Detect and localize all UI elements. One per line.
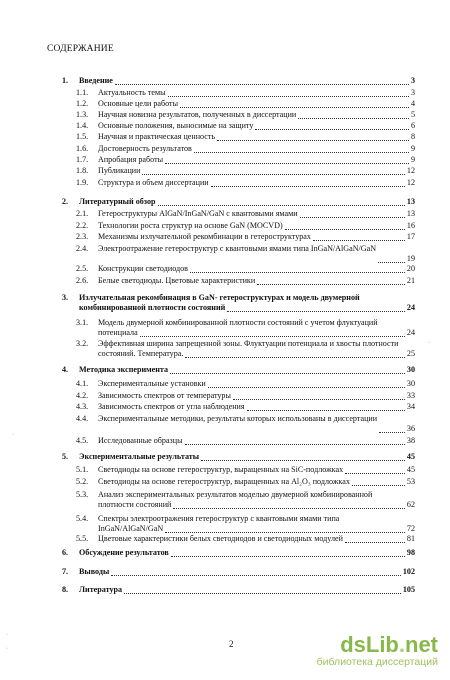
- toc-entry-page: 3: [410, 88, 415, 97]
- toc-entry-page: 19: [406, 254, 415, 264]
- toc-entry-page: 25: [406, 349, 415, 359]
- toc-entry-page: 3: [410, 76, 415, 85]
- toc-dot-leader: [233, 399, 405, 400]
- toc-entry-number: 1.3.: [76, 110, 89, 119]
- toc-entry-page: 21: [406, 276, 415, 285]
- toc-entry-page: 105: [402, 585, 415, 594]
- toc-entry-title: Модель двумерной комбинированной плотности состояний с учетом флуктуаций потенциала: [98, 318, 378, 338]
- toc-entry-title: Анализ экспериментальных результатов моделью двумерной комбинированной плотности состояний: [98, 490, 373, 510]
- toc-entry-page: 98: [406, 548, 415, 557]
- toc-entry-title: Структура и объем диссертации: [98, 178, 209, 187]
- watermark-brand: dsLib.net: [340, 632, 438, 657]
- scan-speck: ·: [12, 432, 14, 438]
- toc-entry-page: 30: [406, 379, 415, 388]
- toc-entry-title: Литература: [79, 585, 123, 594]
- toc-dot-leader: [180, 107, 409, 108]
- toc-entry-title: Зависимость спектров от угла наблюдения: [98, 402, 245, 411]
- page-number: 2: [229, 639, 234, 649]
- toc-entry-title: Литературный обзор: [79, 197, 156, 206]
- toc-entry-title: Электроотражение гетероструктур с квантовыми ямами типа InGaN/AlGaN/GaN: [98, 244, 377, 253]
- toc-dot-leader: [165, 163, 409, 164]
- toc-entry-title: Конструкции светодиодов: [98, 264, 188, 273]
- toc-dot-leader: [298, 118, 409, 119]
- watermark: [317, 632, 438, 668]
- toc-dot-leader: [300, 217, 405, 218]
- toc-entry-page: 5: [410, 110, 415, 119]
- toc-entry-page: 53: [406, 477, 415, 486]
- toc-entry-title: Экспериментальные методики, результаты которых использованы в диссертации: [98, 414, 378, 423]
- toc-entry-title: Механизмы излучательной рекомбинации в гетероструктурах: [98, 232, 311, 241]
- toc-entry-page: 9: [410, 144, 415, 153]
- toc-dot-leader: [217, 140, 409, 141]
- toc-entry-number: 4.5.: [76, 436, 89, 445]
- toc-dot-leader: [345, 542, 405, 543]
- toc-entry-title: Зависимость спектров от температуры: [98, 391, 231, 400]
- toc-entry-page: 4: [410, 99, 415, 108]
- toc-dot-leader: [194, 152, 409, 153]
- toc-entry-number: 7.: [62, 567, 69, 576]
- toc-dot-leader: [171, 556, 405, 557]
- toc-entry-title: Исследованные образцы: [98, 436, 183, 445]
- toc-entry-title: Гетероструктуры AlGaN/InGaN/GaN с квантовыми ямами: [98, 209, 298, 218]
- toc-entry-title: Введение: [79, 76, 113, 85]
- toc-entry-title: Экспериментальные результаты: [79, 452, 200, 461]
- toc-entry-title: Достоверность результатов: [98, 144, 192, 153]
- toc-entry-title: Основные положения, выносимые на защиту: [98, 121, 254, 130]
- toc-entry-title: Апробация работы: [98, 155, 164, 164]
- toc-entry-title: Спектры электроотражения гетероструктур с квантовыми ямами типа InGaN/AlGaN/GaN: [98, 514, 340, 534]
- scan-speck: ·: [428, 340, 430, 346]
- toc-dot-leader: [211, 186, 405, 187]
- toc-dot-leader: [185, 357, 405, 358]
- toc-entry-number: 2.4.: [76, 244, 89, 253]
- toc-entry-number: 2.3.: [76, 232, 89, 241]
- toc-entry-page: 24: [406, 303, 415, 313]
- toc-entry-page: 34: [406, 402, 415, 411]
- toc-dot-leader: [111, 575, 401, 576]
- toc-entry-number: 8.: [62, 585, 69, 594]
- toc-entry-title: Публикации: [98, 166, 141, 175]
- toc-entry-number: 4.2.: [76, 391, 89, 400]
- toc-entry-page: 17: [406, 232, 415, 241]
- toc-entry-number: 1.: [62, 76, 69, 85]
- toc-entry-title: Светодиоды на основе гетероструктур, выращенных на Al₂O₃ подложках: [98, 477, 350, 486]
- toc-entry-number: 1.4.: [76, 121, 89, 130]
- toc-entry-number: 1.7.: [76, 155, 89, 164]
- toc-dot-leader: [142, 174, 405, 175]
- toc-entry-page: 81: [406, 534, 415, 543]
- toc-entry-number: 4.4.: [76, 414, 89, 423]
- toc-entry-number: 4.3.: [76, 402, 89, 411]
- toc-entry-page: 16: [406, 221, 415, 230]
- toc-entry-page: 62: [406, 500, 415, 510]
- watermark-subtitle: библиотека диссертаций: [316, 656, 438, 668]
- toc-dot-leader: [255, 129, 409, 130]
- toc-entry-page: 13: [406, 209, 415, 218]
- toc-dot-leader: [190, 272, 405, 273]
- toc-entry-title: Цветовые характеристики белых светодиодов и светодиодных модулей: [98, 534, 343, 543]
- toc-entry-page: 102: [402, 567, 415, 576]
- toc-entry-title: Эффективная ширина запрещенной зоны. Флуктуации потенциала и хвосты плотности состояний. Температура.: [98, 339, 399, 359]
- toc-entry-number: 3.2.: [76, 339, 89, 348]
- toc-entry-page: 12: [406, 178, 415, 187]
- toc-entry-number: 1.9.: [76, 178, 89, 187]
- toc-entry-page: 8: [410, 132, 415, 141]
- toc-dot-leader: [352, 485, 405, 486]
- toc-entry-page: 36: [406, 424, 415, 434]
- toc-entry-number: 1.1.: [76, 88, 89, 97]
- scan-speck: ·: [6, 646, 8, 652]
- toc-entry-number: 1.2.: [76, 99, 89, 108]
- toc-dot-leader: [313, 240, 405, 241]
- toc-dot-leader: [247, 410, 405, 411]
- toc-dot-leader: [285, 229, 405, 230]
- toc-entry-number: 5.2.: [76, 477, 89, 486]
- toc-entry-number: 5.4.: [76, 514, 89, 523]
- toc-entry-title: Экспериментальные установки: [98, 379, 206, 388]
- toc-dot-leader: [257, 284, 405, 285]
- toc-dot-leader: [124, 593, 401, 594]
- toc-entry-number: 2.2.: [76, 221, 89, 230]
- toc-dot-leader: [345, 473, 405, 474]
- toc-dot-leader: [379, 432, 405, 433]
- toc-entry-page: 20: [406, 264, 415, 273]
- toc-entry-page: 12: [406, 166, 415, 175]
- toc-entry-number: 4.1.: [76, 379, 89, 388]
- toc-entry-page: 45: [406, 452, 415, 461]
- toc-dot-leader: [115, 84, 409, 85]
- toc-dot-leader: [208, 387, 405, 388]
- toc-entry-title: Научная и практическая ценность: [98, 132, 216, 141]
- toc-entry-number: 5.3.: [76, 490, 89, 499]
- toc-entry-number: 2.: [62, 197, 69, 206]
- toc-entry-number: 2.1.: [76, 209, 89, 218]
- scan-speck: ·: [6, 632, 8, 638]
- toc-entry-number: 3.: [62, 293, 69, 302]
- toc-entry-page: 45: [406, 465, 415, 474]
- toc-entry-page: 72: [406, 524, 415, 534]
- toc-entry-title: Актуальность темы: [98, 88, 166, 97]
- toc-entry-page: 30: [406, 365, 415, 374]
- toc-entry-number: 2.5.: [76, 264, 89, 273]
- toc-entry-number: 5.1.: [76, 465, 89, 474]
- toc-dot-leader: [185, 444, 405, 445]
- toc-dot-leader: [168, 96, 409, 97]
- toc-entry-number: 5.5.: [76, 534, 89, 543]
- toc-entry-title: Основные цели работы: [98, 99, 179, 108]
- toc-dot-leader: [201, 460, 405, 461]
- toc-entry-number: 2.6.: [76, 276, 89, 285]
- toc-entry-number: 6.: [62, 548, 69, 557]
- page-title: СОДЕРЖАНИЕ: [47, 44, 114, 54]
- toc-entry-number: 3.1.: [76, 318, 89, 327]
- toc-entry-page: 9: [410, 155, 415, 164]
- toc-entry-title: Излучательная рекомбинация в GaN- гетероструктурах и модель двумерной комбинированной плотности состояний: [79, 293, 360, 313]
- toc-dot-leader: [170, 373, 405, 374]
- toc-entry-number: 5.: [62, 452, 69, 461]
- toc-dot-leader: [227, 311, 405, 312]
- toc-entry-page: 33: [406, 391, 415, 400]
- toc-entry-number: 1.6.: [76, 144, 89, 153]
- toc-entry-title: Методика эксперимента: [79, 365, 169, 374]
- toc-dot-leader: [158, 205, 405, 206]
- toc-entry-title: Научная новизна результатов, полученных в диссертации: [98, 110, 297, 119]
- toc-entry-page: 24: [406, 328, 415, 338]
- toc-entry-page: 38: [406, 436, 415, 445]
- toc-entry-number: 4.: [62, 365, 69, 374]
- toc-dot-leader: [140, 336, 405, 337]
- toc-entry-number: 1.8.: [76, 166, 89, 175]
- toc-entry-page: 6: [410, 121, 415, 130]
- toc-entry-title: Технологии роста структур на основе GaN (MOCVD): [98, 221, 283, 230]
- toc-entry-page: 13: [406, 197, 415, 206]
- toc-entry-title: Выводы: [79, 567, 110, 576]
- toc-entry-number: 1.5.: [76, 132, 89, 141]
- toc-entry-title: Обсуждение результатов: [79, 548, 169, 557]
- toc-entry-title: Белые светодиоды. Цветовые характеристики: [98, 276, 256, 285]
- toc-entry-title: Светодиоды на основе гетероструктур, выращенных на SiC-подложках: [98, 465, 344, 474]
- toc-dot-leader: [173, 508, 405, 509]
